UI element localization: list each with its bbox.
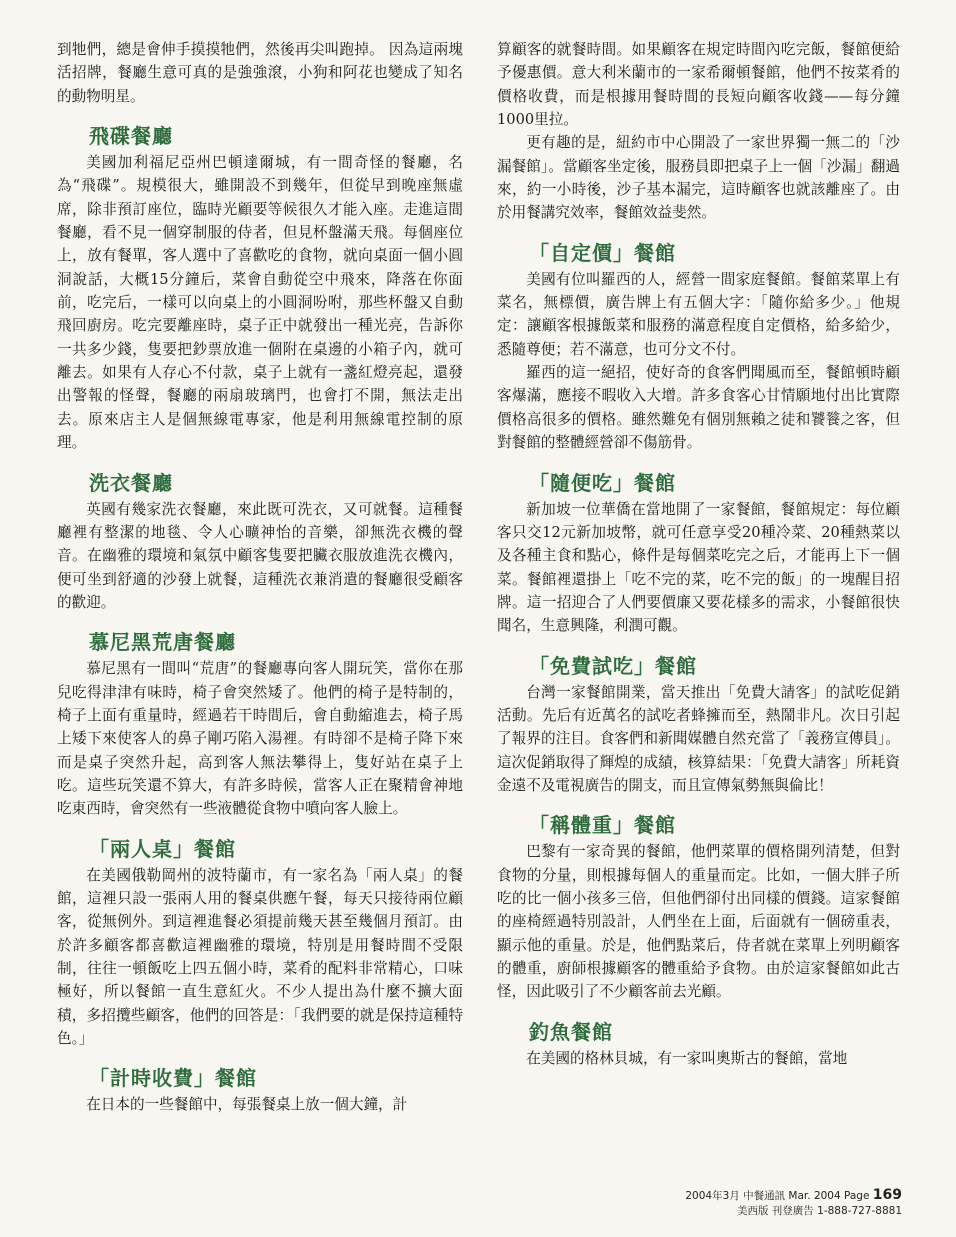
section-heading: 「稱體重」餐館 xyxy=(529,813,676,838)
section-paragraph: 在美國俄勒岡州的波特蘭市，有一家名為「兩人桌」的餐館，這裡只設一張兩人用的餐桌供應午餐，每天只接待兩位顧客，從無例外。到這裡進餐必須提前幾天甚至幾個月預訂。由於許多顧客都喜歡這裡幽雅的環境，特別是用餐時間不受限制，往往一頓飯吃上四五個小時，菜肴的配料非常精心，口味極好，所以餐館一直生意紅火。不少人提出為什麼不擴大面積，多招攬些顧客，他們的回答是：「我們要的就是保持這種特色。」 xyxy=(57,866,463,1048)
section-paragraph: 美國加利福尼亞州巴頓達爾城，有一間奇怪的餐廳，名為“飛碟”。規模很大，雖開設不到幾年，但從早到晚座無虛席，除非預訂座位，臨時光顧要等候很久才能入座。走進這間餐廳，看不見一個穿制服的侍者，但見杯盤滿天飛。每個座位上，放有餐單，客人選中了喜歡吃的食物，就向桌面一個小圓洞說話，大概15分鐘后，菜會自動從空中飛來，降落在你面前，吃完后，一樣可以向桌上的小圓洞吩咐，那些杯盤又自動飛回廚房。吃完要離座時，桌子正中就發出一種光亮，告訴你一共多少錢，隻要把鈔票放進一個附在桌邊的小箱子內，就可離去。如果有人存心不付款，桌子上就有一盞紅燈亮起，還發出警報的怪聲，餐廳的兩扇玻璃門，也會打不開，無法走出去。原來店主人是個無線電專家，他是利用無線電控制的原理。 xyxy=(57,154,463,452)
section-paragraph: 美國有位叫羅西的人，經營一間家庭餐館。餐館菜單上有菜名，無標價，廣告牌上有五個大字：「隨你給多少。」他規定：讓顧客根據飯菜和服務的滿意程度自定價格，給多給少，悉隨尊便；若不滿意，也可分文不付。 xyxy=(497,270,900,358)
footer-line-2: 美西版 刊登廣告 1-888-727-8881 xyxy=(736,1205,902,1217)
section-heading: 「兩人桌」餐館 xyxy=(89,836,236,861)
section-all-you-can-eat xyxy=(497,468,900,638)
section-munich xyxy=(57,627,463,820)
page-footer xyxy=(640,1188,902,1219)
footer-line-1 xyxy=(640,1188,902,1204)
section-weigh-in xyxy=(497,810,900,1003)
section-heading: 「計時收費」餐館 xyxy=(89,1066,257,1091)
footer-publication-info: 2004年3月 中餐通訊 Mar. 2004 Page xyxy=(685,1190,870,1202)
section-heading: 釣魚餐館 xyxy=(529,1019,613,1044)
section-two-person-table xyxy=(57,834,463,1051)
section-fishing xyxy=(497,1017,900,1070)
section-heading: 「免費試吃」餐館 xyxy=(529,653,697,678)
section-paragraph: 巴黎有一家奇異的餐館，他們菜單的價格開列清楚，但對食物的分量，則根據每個人的重量而定。比如，一個大胖子所吃的比一個小孩多三倍，但他們卻付出同樣的價錢。這家餐館的座椅經過特別設計，人們坐在上面，后面就有一個磅重表，顯示他的重量。於是，他們點菜后，侍者就在菜單上列明顧客的體重，廚師根據顧客的體重給予食物。由於這家餐館如此古怪，因此吸引了不少顧客前去光顧。 xyxy=(497,843,900,1001)
section-paragraph: 在美國的格林貝城，有一家叫奧斯古的餐館，當地 xyxy=(526,1049,848,1067)
section-heading: 「自定價」餐館 xyxy=(529,240,676,265)
section-heading: 「隨便吃」餐館 xyxy=(529,470,676,495)
section-pay-what-you-want xyxy=(497,238,900,455)
section-flying-saucer xyxy=(57,121,463,454)
section-paragraph: 英國有幾家洗衣餐廳，來此既可洗衣，又可就餐。這種餐廳裡有整潔的地毯、令人心曠神怡的音樂，卻無洗衣機的聲音。在幽雅的環境和氣氛中顧客隻要把臟衣服放進洗衣機內，便可坐到舒適的沙發上就餐，這種洗衣兼消遣的餐廳很受顧客的歡迎。 xyxy=(57,500,463,611)
section-heading: 慕尼黑荒唐餐廳 xyxy=(89,630,236,655)
right-intro-paragraph-2: 更有趣的是，紐約市中心開設了一家世界獨一無二的「沙漏餐館」。當顧客坐定後，服務員即把桌子上一個「沙漏」翻過來，約一小時後，沙子基本漏完，這時顧客也就該離座了。由於用餐講究效率，餐館效益斐然。 xyxy=(497,134,900,222)
right-column xyxy=(497,38,900,1070)
section-laundry xyxy=(57,468,463,615)
page-number: 169 xyxy=(872,1187,902,1203)
section-heading: 飛碟餐廳 xyxy=(89,124,173,149)
section-free-tasting xyxy=(497,651,900,798)
section-paragraph: 新加坡一位華僑在當地開了一家餐館，餐館規定：每位顧客只交12元新加坡幣，就可任意享受20種冷菜、20種熱菜以及各種主食和點心，條件是每個菜吃完之后，才能再上下一個菜。餐館裡還掛上「吃不完的菜，吃不完的飯」的一塊醒目招牌。這一招迎合了人們要價廉又要花樣多的需求，小餐館很快聞名，生意興隆，利潤可觀。 xyxy=(497,500,900,635)
section-paragraph: 台灣一家餐館開業，當天推出「免費大請客」的試吃促銷活動。先后有近萬名的試吃者蜂擁而至，熱鬧非凡。次日引起了報界的注目。食客們和新聞媒體自然充當了「義務宣傳員」。這次促銷取得了輝煌的成績，核算結果：「免費大請客」所耗資金遠不及電視廣告的開支，而且宣傳氣勢無與倫比！ xyxy=(497,683,900,794)
section-paragraph: 羅西的這一絕招，使好奇的食客們聞風而至，餐館頓時顧客爆滿，應接不暇收入大增。許多食客心甘情願地付出比實際價格高很多的價格。雖然難免有個別無賴之徒和饕餮之客，但對餐館的整體經營卻不傷筋骨。 xyxy=(497,364,900,452)
left-intro-paragraph: 到牠們，總是會伸手摸摸牠們，然後再尖叫跑掉。 因為這兩塊活招牌，餐廳生意可真的是強強滾，小狗和阿花也變成了知名的動物明星。 xyxy=(57,41,463,105)
section-timed-billing xyxy=(57,1063,463,1116)
right-intro-paragraph: 算顧客的就餐時間。如果顧客在規定時間內吃完飯，餐館便給予優惠價。意大利米蘭市的一家希爾頓餐館，他們不按菜肴的價格收費，而是根據用餐時間的長短向顧客收錢——每分鐘1000里拉。 xyxy=(497,41,900,129)
left-column xyxy=(57,38,463,1117)
section-paragraph: 慕尼黑有一間叫“荒唐”的餐廳專向客人開玩笑，當你在那兒吃得津津有味時，椅子會突然矮了。他們的椅子是特制的，椅子上面有重量時，經過若干時間后，會自動縮進去，椅子馬上矮下來使客人的鼻子剛巧陷入湯裡。有時卻不是椅子降下來而是桌子突然升起，高到客人無法攀得上，隻好站在桌子上吃。這些玩笑還不算大，有許多時候，當客人正在聚精會神地吃東西時，會突然有一些液體從食物中噴向客人臉上。 xyxy=(57,660,463,818)
section-paragraph: 在日本的一些餐館中，每張餐桌上放一個大鐘，計 xyxy=(86,1096,408,1114)
section-heading: 洗衣餐廳 xyxy=(89,470,173,495)
